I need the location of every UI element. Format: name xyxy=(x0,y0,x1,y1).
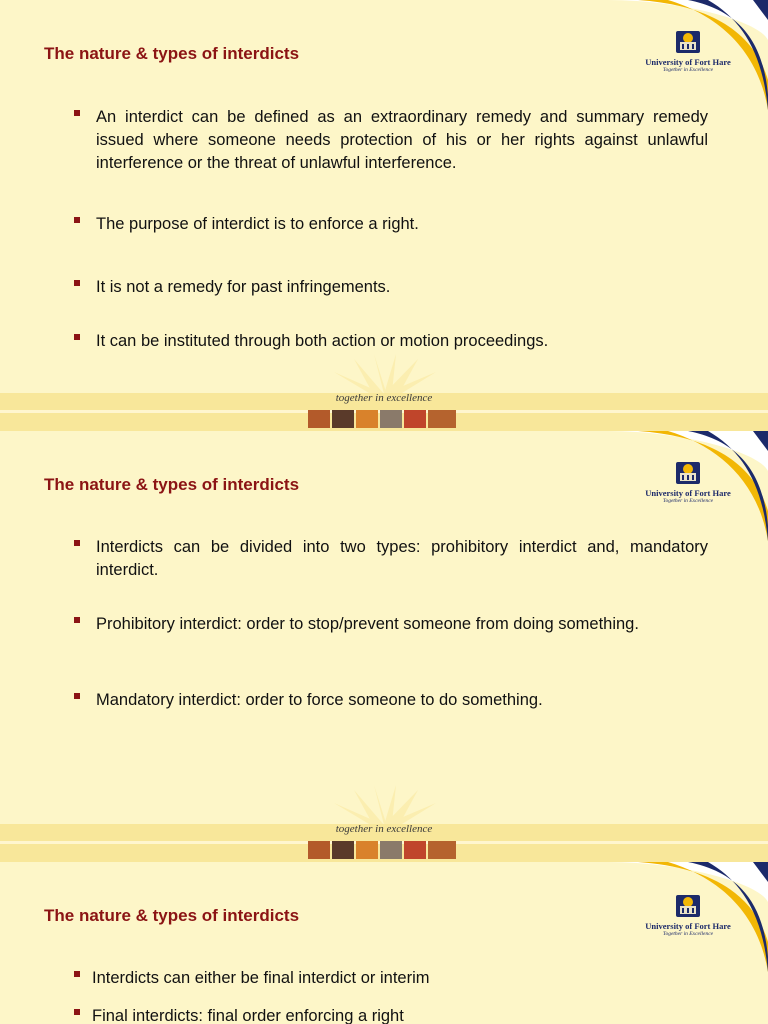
logo-tagline: Together in Excellence xyxy=(662,931,714,937)
university-logo xyxy=(628,461,748,511)
list-item xyxy=(74,213,708,236)
bullet-icon xyxy=(74,334,80,340)
photo-thumbnail xyxy=(404,410,426,428)
list-item xyxy=(74,689,708,712)
bullet-icon xyxy=(74,540,80,546)
bullet-text: Final interdicts: final order enforcing a right xyxy=(92,1007,404,1024)
photo-thumbnail xyxy=(428,841,456,859)
logo-university-name: University of Fort Hare xyxy=(645,57,731,67)
bullet-icon xyxy=(74,971,80,977)
bullet-text: Interdicts can be divided into two types: prohibitory interdict and, mandatory interdict. xyxy=(96,538,708,579)
sun-rays-icon xyxy=(314,785,454,825)
photo-thumbnail xyxy=(308,410,330,428)
list-item xyxy=(74,967,708,990)
bullet-text: Interdicts can either be final interdict or interim xyxy=(92,969,430,987)
bullet-text: Prohibitory interdict: order to stop/prevent someone from doing something. xyxy=(96,615,639,633)
photo-thumbnail xyxy=(428,410,456,428)
slide-1 xyxy=(0,0,768,431)
footer-tagline: together in excellence xyxy=(335,823,433,835)
logo-tagline: Together in Excellence xyxy=(662,67,714,73)
logo-university-name: University of Fort Hare xyxy=(645,488,731,498)
sun-rays-icon xyxy=(314,354,454,394)
list-item xyxy=(74,1005,708,1024)
bullet-icon xyxy=(74,217,80,223)
crest-icon xyxy=(674,894,702,920)
bullet-icon xyxy=(74,693,80,699)
university-logo xyxy=(628,894,748,944)
photo-thumbnail xyxy=(332,841,354,859)
list-item xyxy=(74,330,708,353)
slide-title: The nature & types of interdicts xyxy=(44,44,300,63)
photo-thumbnail xyxy=(308,841,330,859)
list-item xyxy=(74,276,708,299)
university-logo xyxy=(628,30,748,80)
photo-strip xyxy=(308,410,458,428)
photo-strip xyxy=(308,841,458,859)
footer-tagline: together in excellence xyxy=(335,392,433,404)
bullet-icon xyxy=(74,110,80,116)
list-item xyxy=(74,613,708,636)
photo-thumbnail xyxy=(380,410,402,428)
logo-tagline: Together in Excellence xyxy=(662,498,714,504)
slide-3 xyxy=(0,862,768,1024)
bullet-text: It is not a remedy for past infringements. xyxy=(96,278,391,296)
photo-thumbnail xyxy=(332,410,354,428)
photo-thumbnail xyxy=(356,410,378,428)
bullet-icon xyxy=(74,280,80,286)
slide-2 xyxy=(0,431,768,862)
photo-thumbnail xyxy=(356,841,378,859)
bullet-text: The purpose of interdict is to enforce a right. xyxy=(96,215,419,233)
logo-university-name: University of Fort Hare xyxy=(645,921,731,931)
list-item xyxy=(74,536,708,582)
photo-thumbnail xyxy=(404,841,426,859)
slide-title: The nature & types of interdicts xyxy=(44,475,300,494)
bullet-text: Mandatory interdict: order to force someone to do something. xyxy=(96,691,543,709)
bullet-text: It can be instituted through both action or motion proceedings. xyxy=(96,332,549,350)
crest-icon xyxy=(674,30,702,56)
bullet-text: An interdict can be defined as an extraordinary remedy and summary remedy issued where someone needs protection of his or her rights against unlawful interference or the threat of unlawful interference. xyxy=(96,108,708,172)
bullet-icon xyxy=(74,617,80,623)
list-item xyxy=(74,106,708,175)
crest-icon xyxy=(674,461,702,487)
slide-title: The nature & types of interdicts xyxy=(44,906,300,925)
bullet-icon xyxy=(74,1009,80,1015)
photo-thumbnail xyxy=(380,841,402,859)
